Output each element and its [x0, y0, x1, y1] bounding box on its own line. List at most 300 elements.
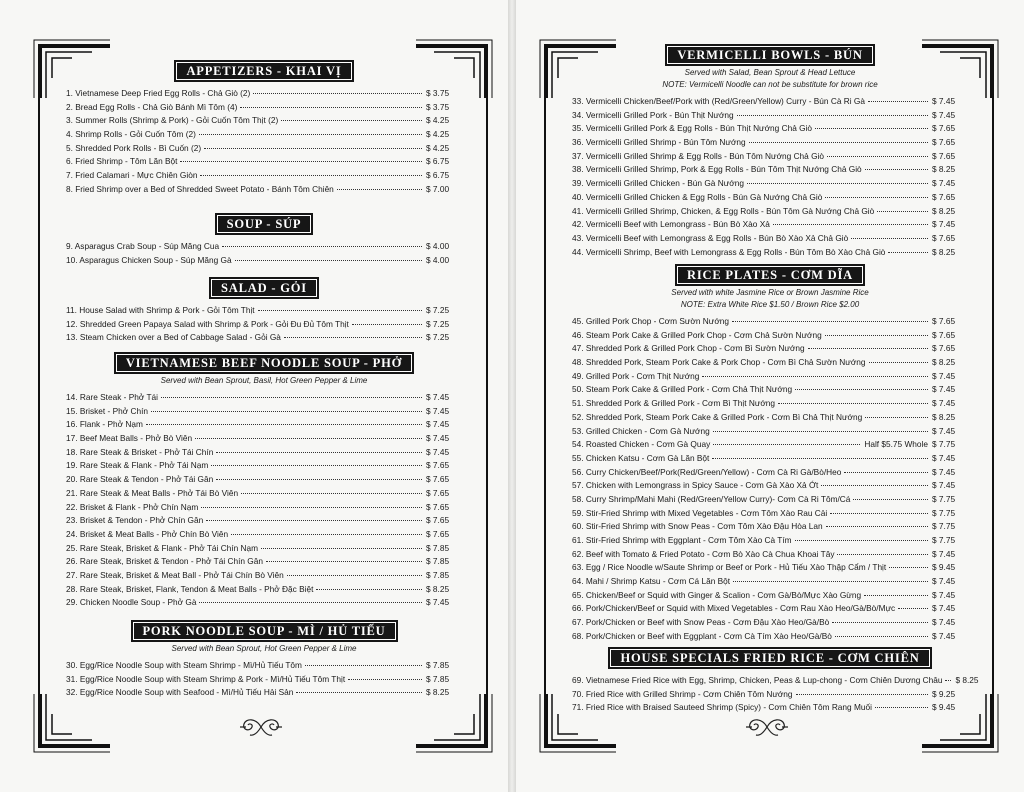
menu-item — [572, 123, 968, 137]
menu-item — [572, 192, 968, 206]
menu-item — [572, 110, 968, 124]
menu-item-price: $ 7.45 — [932, 452, 956, 463]
menu-item — [572, 233, 968, 247]
menu-item-name: 48. Shredded Pork, Steam Pork Cake & Pork Chop - Cơm Bì Chả Sườn Nướng — [572, 357, 866, 368]
dot-leader — [825, 197, 928, 198]
menu-item — [66, 115, 462, 129]
corner-ornament-icon — [32, 694, 110, 754]
menu-item — [66, 502, 462, 516]
section-title: APPETIZERS - KHAI VỊ — [174, 60, 353, 82]
menu-item-price: $ 8.25 — [932, 357, 956, 368]
menu-item — [572, 675, 979, 689]
menu-item-price: $ 7.65 — [426, 515, 450, 526]
menu-item-price: $ 7.65 — [932, 150, 956, 161]
dot-leader — [204, 148, 422, 149]
menu-item — [66, 129, 462, 143]
dot-leader — [348, 679, 422, 680]
dot-leader — [749, 142, 928, 143]
dot-leader — [844, 472, 928, 473]
menu-item — [572, 702, 968, 716]
menu-item-name: 55. Chicken Katsu - Cơm Gà Lăn Bột — [572, 452, 710, 463]
dot-leader — [865, 417, 928, 418]
menu-item — [572, 521, 968, 535]
dot-leader — [826, 526, 928, 527]
menu-item-price: $ 7.65 — [932, 191, 956, 202]
menu-item — [572, 343, 968, 357]
menu-item — [572, 590, 968, 604]
menu-item-price: $ 6.75 — [426, 170, 450, 181]
menu-item — [66, 143, 462, 157]
menu-item-name: 60. Stir-Fried Shrimp with Snow Peas - Cơm Tôm Xào Đậu Hòa Lan — [572, 521, 823, 532]
dot-leader — [216, 479, 422, 480]
menu-section — [572, 647, 979, 716]
menu-item-name: 43. Vermicelli Beef with Lemongrass & Egg Rolls - Bún Bò Xào Xả Chả Giò — [572, 232, 849, 243]
menu-item-price: $ 7.85 — [426, 660, 450, 670]
menu-item — [572, 508, 968, 522]
menu-item — [66, 460, 462, 474]
section-note: NOTE: Extra White Rice $1.50 / Brown Rice $2.00 — [680, 300, 860, 309]
dot-leader — [778, 403, 928, 404]
menu-item-name: 3. Summer Rolls (Shrimp & Pork) - Gỏi Cuốn Tôm Thịt (2) — [66, 115, 279, 126]
dot-leader — [241, 493, 422, 494]
menu-item-price: $ 7.75 — [932, 507, 956, 518]
dot-leader — [889, 567, 928, 568]
dot-leader — [795, 540, 928, 541]
menu-item-name: 50. Steam Pork Cake & Grilled Pork - Cơm Chả Thịt Nướng — [572, 384, 793, 395]
dot-leader — [266, 561, 422, 562]
section-note: Served with Bean Sprout, Hot Green Pepper & Lime — [171, 644, 357, 653]
menu-item — [66, 255, 462, 269]
menu-item-name: 13. Steam Chicken over a Bed of Cabbage Salad - Gỏi Gà — [66, 332, 281, 343]
menu-item-list — [66, 305, 462, 346]
dot-leader — [199, 134, 422, 135]
menu-item — [572, 549, 968, 563]
menu-item-name: 46. Steam Pork Cake & Grilled Pork Chop - Cơm Chả Sườn Nướng — [572, 329, 822, 340]
section-note: Served with Bean Sprout, Basil, Hot Green Pepper & Lime — [160, 376, 368, 385]
menu-item — [66, 556, 462, 570]
menu-item-name: 64. Mahi / Shrimp Katsu - Cơm Cá Lăn Bột — [572, 576, 731, 587]
dot-leader — [815, 128, 928, 129]
menu-item-name: 45. Grilled Pork Chop - Cơm Sườn Nướng — [572, 316, 730, 326]
dot-leader — [796, 694, 928, 695]
left-menu-page — [0, 0, 508, 792]
menu-item-price: $ 7.45 — [932, 630, 956, 641]
menu-item — [572, 178, 968, 192]
dot-leader — [161, 397, 422, 398]
menu-section — [66, 60, 462, 198]
section-title: SOUP - SÚP — [215, 213, 314, 235]
menu-item-price: $ 8.25 — [955, 675, 979, 685]
menu-item-name: 66. Pork/Chicken/Beef or Squid with Mixed Vegetables - Cơm Rau Xào Heo/Gà/Bò/Mực — [572, 603, 896, 614]
menu-item-list — [66, 88, 462, 198]
menu-item-price: $ 7.75 — [932, 535, 956, 545]
menu-item — [572, 535, 968, 549]
menu-item-price: $ 7.65 — [426, 501, 450, 512]
menu-item — [572, 219, 968, 233]
menu-item-price: $ 7.45 — [426, 597, 450, 608]
menu-section — [572, 44, 968, 260]
dot-leader — [253, 93, 422, 94]
menu-item — [66, 447, 462, 461]
dot-leader — [865, 169, 928, 170]
menu-item — [66, 597, 462, 611]
menu-item-name: 12. Shredded Green Papaya Salad with Shrimp & Pork - Gỏi Đu Đủ Tôm Thịt — [66, 318, 349, 329]
menu-item-name: 58. Curry Shrimp/Mahi Mahi (Red/Green/Yellow Curry)- Cơm Cà Ri Tôm/Cá — [572, 493, 851, 504]
menu-item-name: 59. Stir-Fried Shrimp with Mixed Vegetables - Cơm Tôm Xào Rau Cải — [572, 507, 828, 518]
dot-leader — [713, 431, 928, 432]
menu-item-price: $ 3.75 — [426, 88, 450, 98]
dot-leader — [747, 183, 928, 184]
menu-item-price: $ 7.75 — [932, 439, 956, 450]
menu-item — [572, 384, 968, 398]
menu-item-name: 10. Asparagus Chicken Soup - Súp Măng Gà — [66, 254, 232, 265]
dot-leader — [821, 485, 928, 486]
menu-item-price: $ 7.45 — [932, 398, 956, 409]
menu-item-name: 32. Egg/Rice Noodle Soup with Seafood - Mì/Hủ Tiếu Hải Sản — [66, 687, 294, 698]
menu-item — [66, 515, 462, 529]
section-title: VERMICELLI BOWLS - BÚN — [665, 44, 874, 66]
menu-item — [572, 357, 968, 371]
menu-item-name: 54. Roasted Chicken - Cơm Gà Quay — [572, 439, 711, 450]
menu-item-price: $ 9.25 — [932, 688, 956, 699]
menu-item-price: $ 7.65 — [932, 329, 956, 340]
menu-item-name: 40. Vermicelli Grilled Chicken & Egg Rolls - Bún Gà Nướng Chả Giò — [572, 191, 823, 202]
dot-leader — [305, 665, 422, 666]
menu-item-name: 11. House Salad with Shrimp & Pork - Gỏi Tôm Thịt — [66, 305, 255, 315]
menu-item-name: 23. Brisket & Tendon - Phở Chín Gân — [66, 515, 204, 526]
menu-item — [66, 156, 462, 170]
menu-item-name: 6. Fried Shrimp - Tôm Lăn Bột — [66, 156, 178, 167]
menu-item-price: $ 7.45 — [426, 433, 450, 444]
menu-item-name: 24. Brisket & Meat Balls - Phở Chín Bò Viên — [66, 528, 229, 539]
menu-item-list — [66, 241, 462, 268]
section-note: Served with white Jasmine Rice or Brown Jasmine Rice — [671, 288, 869, 297]
menu-item — [66, 488, 462, 502]
menu-item — [572, 453, 968, 467]
dot-leader — [287, 575, 422, 576]
menu-item-price: $ 7.25 — [426, 318, 450, 329]
menu-item-price: $ 7.65 — [932, 316, 956, 326]
menu-item — [572, 426, 968, 440]
menu-item-list — [572, 96, 968, 260]
menu-item-price: $ 7.65 — [426, 474, 450, 485]
menu-item-name: 30. Egg/Rice Noodle Soup with Steam Shrimp - Mì/Hủ Tiếu Tôm — [66, 660, 302, 670]
dot-leader — [352, 324, 422, 325]
menu-item-price: $ 7.45 — [426, 419, 450, 430]
menu-item-price: $ 7.65 — [932, 232, 956, 243]
dot-leader — [875, 707, 928, 708]
menu-item-price: $ 9.45 — [932, 562, 956, 573]
menu-item — [572, 137, 968, 151]
menu-item-name: 53. Grilled Chicken - Cơm Gà Nướng — [572, 425, 710, 436]
menu-item-price: $ 7.45 — [932, 96, 956, 106]
menu-item-name: 34. Vermicelli Grilled Pork - Bún Thịt Nướng — [572, 109, 734, 120]
menu-item-price: $ 7.45 — [932, 548, 956, 559]
menu-item — [66, 406, 462, 420]
menu-item-name: 5. Shredded Pork Rolls - Bì Cuốn (2) — [66, 142, 202, 153]
section-title: RICE PLATES - CƠM DĨA — [675, 264, 865, 286]
menu-item-name: 1. Vietnamese Deep Fried Egg Rolls - Chả Giò (2) — [66, 88, 251, 98]
menu-item — [66, 529, 462, 543]
menu-item-name: 19. Rare Steak & Flank - Phở Tái Nạm — [66, 460, 209, 471]
menu-item — [66, 660, 462, 674]
menu-item-name: 9. Asparagus Crab Soup - Súp Măng Cua — [66, 241, 220, 251]
dot-leader — [231, 534, 422, 535]
dot-leader — [151, 411, 422, 412]
menu-item-name: 35. Vermicelli Grilled Pork & Egg Rolls - Bún Thịt Nướng Chả Giò — [572, 123, 813, 134]
dot-leader — [877, 211, 928, 212]
menu-item-price: $ 7.45 — [932, 589, 956, 600]
menu-item-price: $ 7.75 — [932, 521, 956, 532]
menu-item — [572, 398, 968, 412]
menu-item — [572, 96, 968, 110]
menu-item-name: 70. Fried Rice with Grilled Shrimp - Cơm Chiên Tôm Nướng — [572, 688, 793, 699]
dot-leader — [869, 362, 928, 363]
menu-item-price: $ 6.75 — [426, 156, 450, 167]
menu-item — [572, 576, 968, 590]
menu-item-name: 37. Vermicelli Grilled Shrimp & Egg Rolls - Bún Tôm Nướng Chả Giò — [572, 150, 825, 161]
menu-item-name: 25. Rare Steak, Brisket & Flank - Phở Tái Chín Nạm — [66, 542, 259, 553]
dot-leader — [835, 636, 928, 637]
menu-item-name: 27. Rare Steak, Brisket & Meat Ball - Phở Tái Chín Bò Viên — [66, 569, 284, 580]
menu-item-name: 17. Beef Meat Balls - Phở Bò Viên — [66, 433, 193, 444]
dot-leader — [888, 252, 928, 253]
menu-item-price: $ 7.45 — [932, 370, 956, 381]
menu-item-name: 36. Vermicelli Grilled Shrimp - Bún Tôm Nướng — [572, 137, 746, 148]
menu-item-name: 8. Fried Shrimp over a Bed of Shredded Sweet Potato - Bánh Tôm Chiên — [66, 183, 334, 194]
menu-item-price: $ 7.25 — [426, 332, 450, 343]
menu-item-list — [572, 316, 968, 645]
section-note: NOTE: Vermicelli Noodle can not be substitute for brown rice — [662, 80, 878, 89]
menu-item-price: $ 7.65 — [426, 460, 450, 471]
dot-leader — [240, 107, 422, 108]
menu-item-price: $ 8.25 — [426, 583, 450, 594]
menu-item — [66, 241, 462, 255]
dot-leader — [827, 156, 928, 157]
menu-item-name: 18. Rare Steak & Brisket - Phở Tái Chín — [66, 446, 214, 457]
right-menu-page — [516, 0, 1024, 792]
menu-item-price: $ 8.25 — [932, 411, 956, 422]
menu-item — [572, 330, 968, 344]
dot-leader — [945, 680, 951, 681]
scroll-flourish-icon — [744, 716, 790, 738]
menu-item — [66, 319, 462, 333]
dot-leader — [180, 161, 422, 162]
menu-item-price: $ 4.25 — [426, 142, 450, 153]
menu-item-price: $ 4.25 — [426, 129, 450, 140]
menu-item — [572, 467, 968, 481]
menu-item-price: $ 7.45 — [932, 384, 956, 395]
menu-section — [66, 620, 462, 701]
dot-leader — [868, 101, 928, 102]
menu-item — [66, 570, 462, 584]
dot-leader — [211, 465, 422, 466]
dot-leader — [864, 595, 928, 596]
dot-leader — [712, 458, 928, 459]
dot-leader — [825, 335, 928, 336]
menu-item-price: $ 7.65 — [932, 137, 956, 148]
menu-item-name: 33. Vermicelli Chicken/Beef/Pork with (Red/Green/Yellow) Curry - Bún Cà Ri Gà — [572, 96, 865, 106]
menu-item — [66, 88, 462, 102]
menu-item — [66, 305, 462, 319]
menu-item — [66, 674, 462, 688]
menu-item-list — [66, 660, 462, 701]
dot-leader — [235, 260, 422, 261]
menu-item-name: 41. Vermicelli Grilled Shrimp, Chicken, & Egg Rolls - Bún Tôm Gà Nướng Chả Giò — [572, 205, 875, 216]
dot-leader — [851, 238, 928, 239]
menu-item-price: $ 7.45 — [932, 466, 956, 477]
menu-item-name: 31. Egg/Rice Noodle Soup with Steam Shrimp & Pork - Mì/Hủ Tiếu Tôm Thịt — [66, 673, 346, 684]
menu-item-name: 61. Stir-Fried Shrimp with Eggplant - Cơm Tôm Xào Cà Tím — [572, 535, 792, 545]
section-title: VIETNAMESE BEEF NOODLE SOUP - PHỞ — [114, 352, 414, 374]
menu-item-name: 39. Vermicelli Grilled Chicken - Bún Gà Nướng — [572, 178, 744, 189]
dot-leader — [853, 499, 928, 500]
menu-item-name: 42. Vermicelli Beef with Lemongrass - Bún Bò Xào Xả — [572, 219, 770, 230]
menu-item-price: $ 9.45 — [932, 702, 956, 713]
dot-leader — [702, 376, 928, 377]
menu-item-name: 21. Rare Steak & Meat Balls - Phở Tái Bò Viên — [66, 487, 239, 498]
menu-item-price: $ 7.85 — [426, 542, 450, 553]
dot-leader — [316, 589, 422, 590]
dot-leader — [195, 438, 422, 439]
menu-item-name: 56. Curry Chicken/Beef/Pork(Red/Green/Yellow) - Cơm Cà Ri Gà/Bò/Heo — [572, 466, 842, 477]
menu-item-price: $ 7.45 — [932, 109, 956, 120]
menu-item-price: $ 7.65 — [932, 123, 956, 134]
menu-item-price: $ 4.00 — [426, 254, 450, 265]
menu-item-name: 22. Brisket & Flank - Phở Chín Nạm — [66, 501, 199, 512]
dot-leader — [733, 581, 928, 582]
menu-item — [66, 184, 462, 198]
dot-leader — [830, 513, 928, 514]
menu-item-price: $ 7.45 — [932, 425, 956, 436]
menu-item — [572, 617, 968, 631]
menu-item-name: 65. Chicken/Beef or Squid with Ginger & Scalion - Cơm Gà/Bò/Mực Xào Gừng — [572, 589, 862, 600]
menu-item-price: $ 7.45 — [932, 617, 956, 628]
dot-leader — [216, 452, 422, 453]
menu-item-name: 28. Rare Steak, Brisket, Flank, Tendon & Meat Balls - Phở Đặc Biệt — [66, 583, 314, 594]
menu-item — [66, 102, 462, 116]
menu-item — [66, 332, 462, 346]
corner-ornament-icon — [416, 694, 494, 754]
menu-item-price: $ 7.45 — [932, 603, 956, 614]
menu-item-name: 47. Shredded Pork & Grilled Pork Chop - Cơm Bì Sườn Nướng — [572, 343, 805, 354]
menu-item — [66, 433, 462, 447]
dot-leader — [200, 175, 422, 176]
dot-leader — [201, 507, 422, 508]
menu-item — [572, 247, 968, 261]
menu-item-name: 29. Chicken Noodle Soup - Phở Gà — [66, 597, 197, 608]
menu-item-price: $ 7.65 — [932, 343, 956, 354]
dot-leader — [199, 602, 422, 603]
menu-item-extra-price: Half $5.75 Whole — [864, 439, 928, 450]
menu-item — [66, 419, 462, 433]
menu-item-price: $ 4.25 — [426, 115, 450, 126]
menu-section — [572, 264, 968, 645]
dot-leader — [284, 337, 422, 338]
menu-item — [66, 584, 462, 598]
menu-item-price: $ 7.25 — [426, 305, 450, 315]
menu-section — [66, 277, 462, 346]
menu-item-name: 26. Rare Steak, Brisket & Tendon - Phở Tái Chín Gân — [66, 556, 263, 567]
menu-item-price: $ 8.25 — [932, 164, 956, 175]
menu-item-name: 71. Fried Rice with Braised Sauteed Shrimp (Spicy) - Cơm Chiên Tôm Rang Muối — [572, 702, 872, 713]
dot-leader — [795, 389, 928, 390]
dot-leader — [281, 120, 422, 121]
menu-item-list — [572, 675, 979, 716]
dot-leader — [258, 310, 422, 311]
menu-item — [66, 170, 462, 184]
menu-item-name: 14. Rare Steak - Phở Tái — [66, 392, 158, 402]
section-note: Served with Salad, Bean Sprout & Head Lettuce — [684, 68, 856, 77]
menu-item — [572, 439, 968, 453]
menu-item-price: $ 8.25 — [932, 205, 956, 216]
dot-leader — [832, 622, 928, 623]
menu-item-name: 20. Rare Steak & Tendon - Phở Tái Gân — [66, 474, 214, 485]
menu-item — [572, 371, 968, 385]
menu-item-name: 69. Vietnamese Fried Rice with Egg, Shrimp, Chicken, Peas & Lup-chong - Cơm Chiên Dương Châu — [572, 675, 943, 685]
menu-item-price: $ 3.75 — [426, 101, 450, 112]
dot-leader — [898, 608, 928, 609]
menu-item — [572, 562, 968, 576]
menu-item-name: 7. Fried Calamari - Mực Chiên Giòn — [66, 170, 198, 181]
dot-leader — [146, 424, 422, 425]
page-fold — [508, 0, 516, 792]
section-title: PORK NOODLE SOUP - MÌ / HỦ TIẾU — [131, 620, 398, 642]
menu-item-name: 67. Pork/Chicken or Beef with Snow Peas - Cơm Đậu Xào Heo/Gà/Bò — [572, 617, 830, 628]
menu-item — [572, 494, 968, 508]
menu-item — [572, 206, 968, 220]
dot-leader — [737, 115, 928, 116]
menu-item-price: $ 7.45 — [932, 480, 956, 491]
menu-item-name: 51. Shredded Pork & Grilled Pork - Cơm Bì Thịt Nướng — [572, 398, 776, 409]
menu-item-price: $ 7.45 — [932, 576, 956, 587]
menu-item-name: 57. Chicken with Lemongrass in Spicy Sauce - Cơm Gà Xào Xả Ớt — [572, 480, 819, 491]
menu-item-price: $ 8.25 — [932, 246, 956, 257]
menu-item — [66, 474, 462, 488]
menu-item-name: 49. Grilled Pork - Cơm Thịt Nướng — [572, 370, 700, 381]
menu-item — [572, 151, 968, 165]
menu-item-name: 68. Pork/Chicken or Beef with Eggplant - Cơm Cà Tím Xào Heo/Gà/Bò — [572, 630, 832, 641]
menu-item-price: $ 7.75 — [932, 493, 956, 504]
dot-leader — [808, 348, 928, 349]
menu-section — [66, 352, 462, 611]
menu-item-price: $ 7.45 — [426, 405, 450, 416]
scroll-flourish-icon — [238, 716, 284, 738]
dot-leader — [261, 548, 422, 549]
menu-item — [66, 392, 462, 406]
menu-item — [66, 687, 462, 701]
menu-item — [572, 412, 968, 426]
dot-leader — [837, 554, 928, 555]
menu-item-name: 52. Shredded Pork, Steam Pork Cake & Grilled Pork - Cơm Bì Chả Thịt Nướng — [572, 411, 863, 422]
dot-leader — [713, 444, 860, 445]
menu-item-price: $ 7.85 — [426, 673, 450, 684]
menu-item — [572, 164, 968, 178]
section-title: HOUSE SPECIALS FRIED RICE - CƠM CHIÊN — [608, 647, 931, 669]
menu-item-price: $ 7.45 — [932, 219, 956, 230]
menu-item-price: $ 4.00 — [426, 241, 450, 251]
menu-item — [66, 543, 462, 557]
menu-item-name: 15. Brisket - Phở Chín — [66, 405, 148, 416]
menu-item-price: $ 7.45 — [426, 446, 450, 457]
menu-item-name: 38. Vermicelli Grilled Shrimp, Pork & Egg Rolls - Bún Tôm Thịt Nướng Chả Giò — [572, 164, 862, 175]
menu-item-price: $ 7.45 — [426, 392, 450, 402]
menu-item — [572, 480, 968, 494]
menu-item-price: $ 8.25 — [426, 687, 450, 698]
menu-item-name: 44. Vermicelli Shrimp, Beef with Lemongrass & Egg Rolls - Bún Tôm Bò Xào Chả Giò — [572, 246, 886, 257]
dot-leader — [296, 692, 422, 693]
menu-item-name: 4. Shrimp Rolls - Gỏi Cuốn Tôm (2) — [66, 129, 196, 140]
